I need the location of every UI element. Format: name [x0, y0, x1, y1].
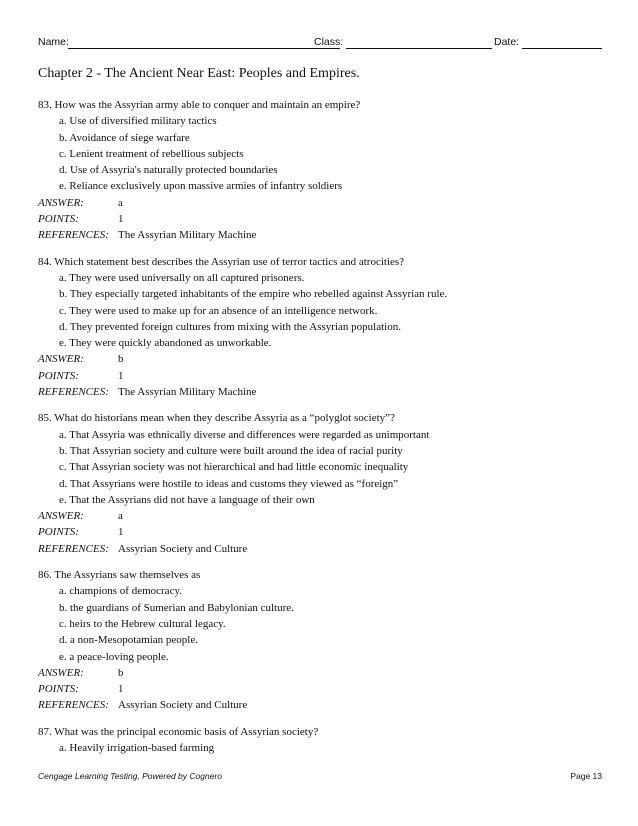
references-label: REFERENCES:: [38, 386, 109, 399]
points-label: POINTS:: [38, 526, 79, 539]
answer-label: ANSWER:: [38, 666, 84, 679]
chapter-title: Chapter 2 - The Ancient Near East: Peoples and Empires.: [38, 66, 360, 81]
answer-choice: c. They were used to make up for an absence of an intelligence network.: [59, 304, 378, 317]
date-label: Date:: [494, 36, 520, 48]
answer-value: a: [118, 510, 123, 523]
references-row: [38, 541, 602, 557]
references-row: [38, 227, 602, 243]
answer-choice: e. They were quickly abandoned as unworkable.: [59, 337, 272, 350]
name-label: Name:: [38, 36, 69, 48]
answer-choice: a. Heavily irrigation-based farming: [59, 741, 215, 754]
answer-label: ANSWER:: [38, 353, 84, 366]
answer-choice: d. Use of Assyria's naturally protected boundaries: [59, 164, 278, 177]
references-value: Assyrian Society and Culture: [118, 542, 248, 555]
points-value: 1: [118, 683, 124, 696]
references-row: [38, 384, 602, 400]
references-value: The Assyrian Military Machine: [118, 229, 257, 242]
answer-row: [38, 665, 602, 681]
references-label: REFERENCES:: [38, 699, 109, 712]
points-value: 1: [118, 369, 124, 382]
answer-choice: a. Use of diversified military tactics: [59, 115, 217, 128]
answer-value: b: [118, 666, 124, 679]
answer-choice: b. They especially targeted inhabitants of the empire who rebelled against Assyrian rule.: [59, 288, 448, 301]
points-value: 1: [118, 526, 124, 539]
page-footer: [38, 771, 602, 785]
question-stem: 84. Which statement best describes the Assyrian use of terror tactics and atrocities?: [38, 255, 405, 268]
answer-choice: b. That Assyrian society and culture were built around the idea of racial purity: [59, 444, 403, 457]
answer-choice: a. That Assyria was ethnically diverse and differences were regarded as unimportant: [59, 428, 430, 441]
references-label: REFERENCES:: [38, 542, 109, 555]
name-field-line: [68, 48, 340, 49]
question-block: [38, 254, 602, 401]
answer-choice: c. Lenient treatment of rebellious subjects: [59, 147, 244, 160]
question-block: [38, 97, 602, 244]
answer-choice: b. Avoidance of siege warfare: [59, 131, 190, 144]
question-stem: 83. How was the Assyrian army able to conquer and maintain an empire?: [38, 99, 361, 111]
points-label: POINTS:: [38, 369, 79, 382]
worksheet-header: [38, 36, 602, 52]
class-field-line: [346, 48, 492, 49]
answer-row: [38, 195, 602, 211]
references-label: REFERENCES:: [38, 229, 109, 242]
class-label: Class:: [314, 36, 344, 48]
references-row: [38, 697, 602, 713]
answer-choice: a. champions of democracy.: [59, 585, 182, 598]
question-block: [38, 724, 602, 757]
answer-label: ANSWER:: [38, 510, 84, 523]
answer-label: ANSWER:: [38, 196, 84, 209]
question-list: [38, 97, 602, 766]
answer-value: a: [118, 196, 123, 209]
points-label: POINTS:: [38, 683, 79, 696]
page-number: Page 13: [570, 771, 602, 781]
answer-choice: e. That the Assyrians did not have a language of their own: [59, 493, 315, 506]
question-stem: 86. The Assyrians saw themselves as: [38, 569, 201, 582]
points-label: POINTS:: [38, 213, 79, 226]
references-value: The Assyrian Military Machine: [118, 386, 257, 399]
points-row: [38, 368, 602, 384]
question-block: [38, 410, 602, 557]
answer-choice: e. Reliance exclusively upon massive armies of infantry soldiers: [59, 180, 343, 193]
answer-choice: c. That Assyrian society was not hierarchical and had little economic inequality: [59, 461, 409, 474]
points-value: 1: [118, 213, 124, 226]
answer-row: [38, 508, 602, 524]
date-field-line: [522, 48, 602, 49]
references-value: Assyrian Society and Culture: [118, 699, 248, 712]
question-stem: 87. What was the principal economic basis of Assyrian society?: [38, 725, 319, 738]
question-block: [38, 567, 602, 714]
answer-choice: c. heirs to the Hebrew cultural legacy.: [59, 617, 226, 630]
answer-choice: d. That Assyrians were hostile to ideas and customs they viewed as “foreign”: [59, 477, 399, 490]
answer-choice: e. a peace-loving people.: [59, 650, 169, 663]
answer-row: [38, 351, 602, 367]
points-row: [38, 211, 602, 227]
answer-value: b: [118, 353, 124, 366]
answer-choice: d. They prevented foreign cultures from mixing with the Assyrian population.: [59, 320, 401, 333]
answer-choice: b. the guardians of Sumerian and Babylonian culture.: [59, 601, 294, 614]
question-stem: 85. What do historians mean when they describe Assyria as a “polyglot society”?: [38, 412, 395, 425]
points-row: [38, 681, 602, 697]
points-row: [38, 524, 602, 540]
answer-choice: d. a non-Mesopotamian people.: [59, 634, 198, 647]
footer-credit: Cengage Learning Testing, Powered by Cognero: [38, 771, 222, 781]
answer-choice: a. They were used universally on all captured prisoners.: [59, 271, 305, 284]
